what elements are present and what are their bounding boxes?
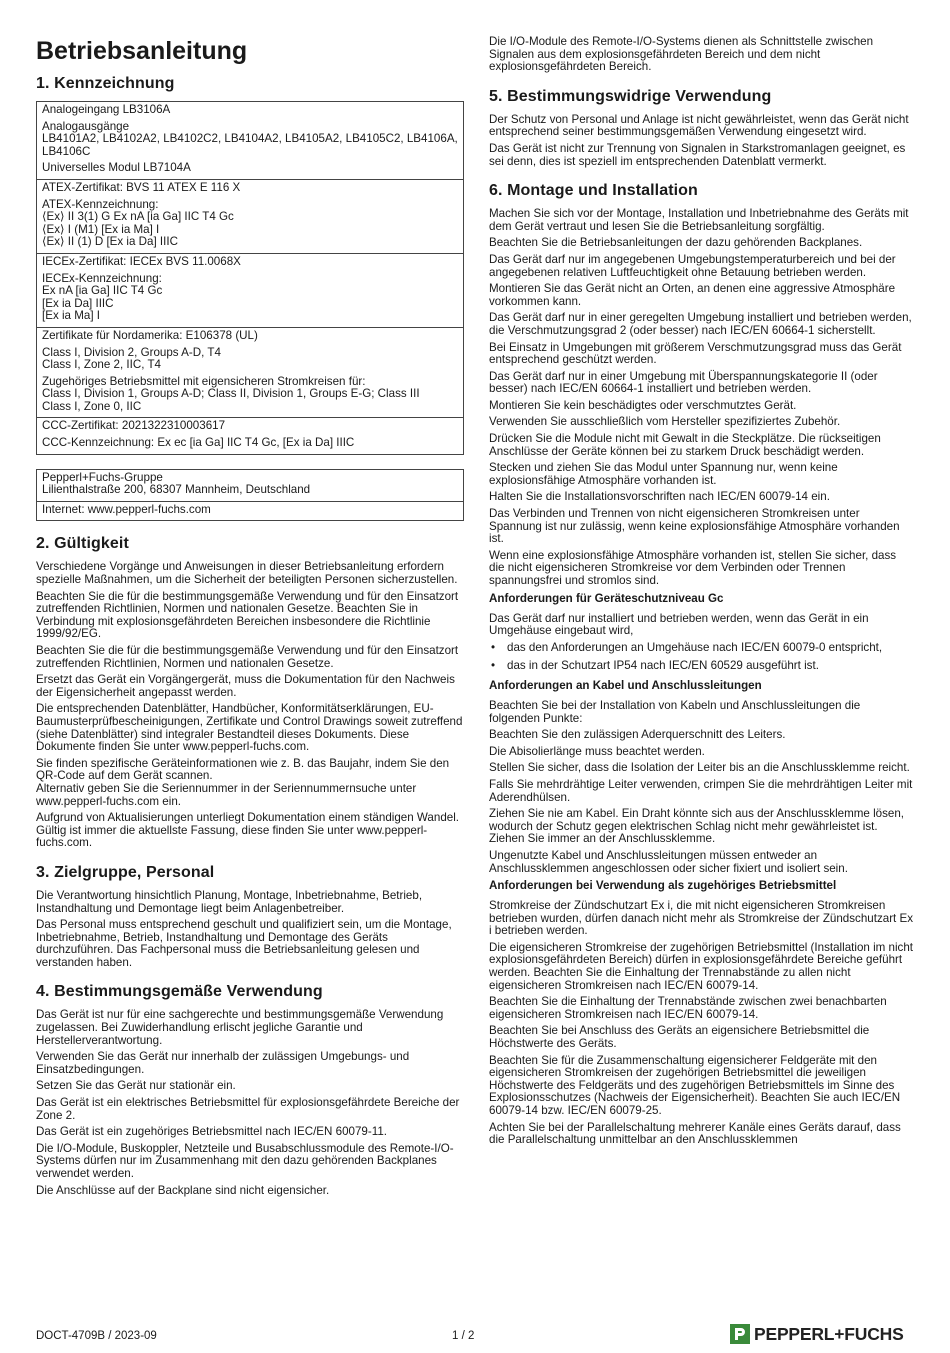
- table-text: ATEX-Zertifikat: BVS 11 ATEX E 116 X: [42, 180, 241, 194]
- atex-cell: [37, 180, 463, 254]
- paragraph: Stecken und ziehen Sie das Modul unter Spannung nur, wenn keine explosionsfähige Atmosphäre vorhanden ist.: [489, 461, 838, 487]
- brand-logo: [730, 1323, 904, 1345]
- ccc-cell: [37, 418, 463, 453]
- paragraph: Halten Sie die Installationsvorschriften nach IEC/EN 60079-14 ein.: [489, 490, 830, 504]
- brand-logo-text: PEPPERL+FUCHS: [754, 1323, 904, 1344]
- paragraph: Die Verantwortung hinsichtlich Planung, Montage, Inbetriebnahme, Betrieb, Instandhaltung und Demontage liegt beim Anlagenbetreiber.: [36, 888, 423, 915]
- paragraph: Ziehen Sie nie am Kabel. Ein Draht könnte sich aus der Anschlussklemme lösen, wodurch der Schutz gegen elektrischen Schlag nicht mehr gewährleistet ist. Ziehen Sie immer an der Anschlussklemme.: [489, 807, 905, 846]
- table-text: Universelles Modul LB7104A: [42, 161, 191, 175]
- identification-table: [36, 101, 464, 455]
- paragraph: Ungenutzte Kabel und Anschlussleitungen müssen entweder an Anschlussklemmen angeschlossen oder sicher fixiert und isoliert sein.: [489, 848, 848, 875]
- paragraph: Beachten Sie bei der Installation von Kabeln und Anschlussleitungen die folgenden Punkte:: [489, 698, 861, 725]
- paragraph: Verwenden Sie das Gerät nur innerhalb der zulässigen Umgebungs- und Einsatzbedingungen.: [36, 1050, 410, 1076]
- pf-logo-icon: [730, 1324, 750, 1344]
- paragraph: Beachten Sie die für die bestimmungsgemäße Verwendung und für den Einsatzort zutreffenden Richtlinien, Normen und nationalen Gesetze.: [36, 644, 459, 670]
- paragraph: Die eigensicheren Stromkreise der zugehörigen Betriebsmittel (Installation im nicht explosionsgefährdeten Bereich) dürfen in explosionsgefährdete Bereiche geführt werden. Beachten Sie die Einhaltung der Trennabstände zu allen nicht eigensicheren Stromkreisen nach IEC/EN 60079-14.: [489, 940, 914, 992]
- table-text: CCC-Kennzeichnung: Ex ec [ia Ga] IIC T4 Gc, [Ex ia Da] IIIC: [42, 436, 355, 450]
- paragraph: Das Gerät ist nur für eine sachgerechte und bestimmungsgemäße Verwendung zugelassen. Bei Zuwiderhandlung erlischt jegliche Garantie und Herstellerverantwortung.: [36, 1008, 444, 1047]
- paragraph: Machen Sie sich vor der Montage, Installation und Inbetriebnahme des Geräts mit dem Gerät vertraut und lesen Sie die Betriebsanleitung sorgfältig.: [489, 207, 909, 233]
- paragraph: Das Verbinden und Trennen von nicht eigensicheren Stromkreisen unter Spannung ist nur zulässig, wenn keine explosionsfähige Atmosphäre vorhanden ist.: [489, 507, 900, 546]
- section-2-heading: 2. Gültigkeit: [36, 535, 129, 553]
- paragraph: Aufgrund von Aktualisierungen unterliegt Dokumentation einem ständigen Wandel. Gültig ist immer die aktuellste Fassung, diese finden Sie unter www.pepperl-fuchs.com.: [36, 811, 460, 850]
- modules-cell: [37, 102, 463, 180]
- paragraph: Stromkreise der Zündschutzart Ex i, die mit nicht eigensicheren Stromkreisen betrieben wurden, dürfen danach nicht mehr als Stromkreise der Zündschutzart Ex i betrieben werden.: [489, 899, 914, 938]
- paragraph: Beachten Sie die Betriebsanleitungen der dazu gehörenden Backplanes.: [489, 236, 863, 250]
- right-column: [489, 36, 914, 1151]
- paragraph: Die Abisolierlänge muss beachtet werden.: [489, 744, 705, 758]
- paragraph: Beachten Sie den zulässigen Aderquerschnitt des Leiters.: [489, 728, 786, 742]
- table-text: Class I, Division 2, Groups A-D, T4 Class I, Zone 2, IIC, T4: [42, 345, 221, 372]
- paragraph: Die Anschlüsse auf der Backplane sind nicht eigensicher.: [36, 1183, 330, 1197]
- paragraph: Beachten Sie bei Anschluss des Geräts an eigensichere Betriebsmittel die Höchstwerte des Geräts.: [489, 1024, 870, 1051]
- paragraph: Stellen Sie sicher, dass die Isolation der Leiter bis an die Anschlussklemme reicht.: [489, 761, 910, 775]
- table-text: Pepperl+Fuchs-Gruppe Lilienthalstraße 200, 68307 Mannheim, Deutschland: [42, 470, 311, 497]
- paragraph: Die I/O-Module, Buskoppler, Netzteile und Busabschlussmodule des Remote-I/O-Systems dürfen nur im Zusammenhang mit den dazu gehörenden Backplanes verwendet werden.: [36, 1141, 454, 1180]
- table-text: Zugehöriges Betriebsmittel mit eigensicheren Stromkreisen für: Class I, Division 1, Groups A-D; Class II, Division 1, Groups E-G; Class III Class I, Zone 0, IIC: [42, 374, 420, 413]
- paragraph: Beachten Sie die für die bestimmungsgemäße Verwendung und für den Einsatzort zutreffenden Richtlinien, Normen und nationalen Gesetze. Beachten Sie in Verbindung mit explosionsgefährdeten Bereichen insbesondere die Richtlinie 1999/92/EG.: [36, 589, 459, 641]
- document-number: DOCT-4709B / 2023-09: [36, 1330, 157, 1342]
- paragraph: Falls Sie mehrdrähtige Leiter verwenden, crimpen Sie die mehrdrähtigen Leiter mit Aderendhülsen.: [489, 777, 913, 804]
- table-text: IECEx-Zertifikat: IECEx BVS 11.0068X: [42, 254, 241, 268]
- paragraph: Bei Einsatz in Umgebungen mit größerem Verschmutzungsgrad muss das Gerät entsprechend geschützt werden.: [489, 340, 902, 367]
- page-number: 1 / 2: [452, 1330, 475, 1342]
- gc-heading: Anforderungen für Geräteschutzniveau Gc: [489, 591, 724, 605]
- table-text: CCC-Zertifikat: 2021322310003617: [42, 419, 226, 433]
- section-4-heading: 4. Bestimmungsgemäße Verwendung: [36, 983, 323, 1001]
- paragraph: Das Gerät darf nur in einer geregelten Umgebung installiert und betrieben werden, die Verschmutzungsgrad 2 (oder besser) nach IEC/EN 60664-1 sicherstellt.: [489, 311, 912, 337]
- section-5-heading: 5. Bestimmungswidrige Verwendung: [489, 87, 772, 105]
- iecex-cell: [37, 254, 463, 328]
- paragraph: Die I/O-Module des Remote-I/O-Systems dienen als Schnittstelle zwischen Signalen aus dem explosionsgefährdeten Bereich und dem nicht explosionsgefährdeten Bereich.: [489, 35, 874, 74]
- paragraph: Das Gerät darf nur im angegebenen Umgebungstemperaturbereich und bei der angegebenen relativen Luftfeuchtigkeit ohne Betauung betrieben werden.: [489, 252, 896, 279]
- paragraph: Ersetzt das Gerät ein Vorgängergerät, muss die Dokumentation für den Nachweis der Eigensicherheit angepasst werden.: [36, 673, 455, 699]
- table-text: IECEx-Kennzeichnung: Ex nA [ia Ga] IIC T4 Gc [Ex ia Da] IIIC [Ex ia Ma] I: [42, 271, 163, 323]
- paragraph: Beachten Sie die Einhaltung der Trennabstände zwischen zwei benachbarten eigensicheren Stromkreisen nach IEC/EN 60079-14.: [489, 995, 887, 1021]
- associated-apparatus-heading: Anforderungen bei Verwendung als zugehöriges Betriebsmittel: [489, 879, 837, 893]
- paragraph: Das Personal muss entsprechend geschult und qualifiziert sein, um die Montage, Inbetriebnahme, Betrieb, Instandhaltung und Demontage des Geräts durchzuführen. Das Fachpersonal muss die Betriebsanleitung gelesen und verstanden haben.: [36, 918, 452, 969]
- section-3-heading: 3. Zielgruppe, Personal: [36, 863, 215, 881]
- paragraph: Wenn eine explosionsfähige Atmosphäre vorhanden ist, stellen Sie sicher, dass die nicht eigensicheren Stromkreise vor dem Verbinden oder Trennen spannungsfrei und stromlos sind.: [489, 548, 897, 587]
- table-text: Analogausgänge LB4101A2, LB4102A2, LB4102C2, LB4104A2, LB4105A2, LB4105C2, LB4106A, LB4106C: [42, 119, 458, 158]
- paragraph: Die entsprechenden Datenblätter, Handbücher, Konformitätserklärungen, EU-Baumusterprüfbescheinigungen, Zertifikate und Control Drawings soweit zutreffend (siehe Datenblätter) sind integraler Bestandteil dieses Dokuments. Diese Dokumente finden Sie unter www.pepperl-fuchs.com.: [36, 702, 463, 754]
- paragraph: Montieren Sie das Gerät nicht an Orten, an denen eine aggressive Atmosphäre vorkommen kann.: [489, 282, 896, 308]
- paragraph: Drücken Sie die Module nicht mit Gewalt in die Steckplätze. Die rückseitigen Anschlüsse der Geräte können bei zu starkem Druck beschädigt werden.: [489, 432, 881, 458]
- paragraph: Verwenden Sie ausschließlich vom Hersteller spezifiziertes Zubehör.: [489, 415, 841, 429]
- paragraph: Setzen Sie das Gerät nur stationär ein.: [36, 1079, 236, 1093]
- document-title: Betriebsanleitung: [36, 37, 248, 65]
- paragraph: Der Schutz von Personal und Anlage ist nicht gewährleistet, wenn das Gerät nicht entsprechend seiner bestimmungsgemäßen Verwendung eingesetzt wird.: [489, 112, 909, 139]
- internet-cell: [37, 502, 463, 521]
- table-text: ATEX-Kennzeichnung: ⟨Ex⟩ II 3(1) G Ex nA [ia Ga] IIC T4 Gc ⟨Ex⟩ I (M1) [Ex ia Ma] I ⟨Ex⟩ II (1) D [Ex ia Da] IIIC: [42, 197, 234, 249]
- section-1-heading: 1. Kennzeichnung: [36, 75, 175, 92]
- list-item: • das in der Schutzart IP54 nach IEC/EN 60529 ausgeführt ist.: [489, 660, 914, 673]
- paragraph: Achten Sie bei der Parallelschaltung mehrerer Kanäle eines Geräts darauf, dass die Parallelschaltung unmittelbar an den Anschlussklemmen: [489, 1120, 901, 1147]
- north-america-cell: [37, 328, 463, 419]
- table-text: Analogeingang LB3106A: [42, 103, 171, 116]
- table-text: Internet: www.pepperl-fuchs.com: [42, 502, 211, 516]
- paragraph: Das Gerät ist ein zugehöriges Betriebsmittel nach IEC/EN 60079-11.: [36, 1125, 387, 1139]
- manufacturer-table: [36, 469, 464, 522]
- paragraph: Das Gerät ist ein elektrisches Betriebsmittel für explosionsgefährdete Bereiche der Zone 2.: [36, 1096, 460, 1122]
- paragraph: Das Gerät ist nicht zur Trennung von Signalen in Starkstromanlagen geeignet, es sei denn, dies ist speziell im entsprechenden Datenblatt vermerkt.: [489, 141, 906, 168]
- gc-bullet-list: [489, 642, 914, 673]
- paragraph: Verschiedene Vorgänge und Anweisungen in dieser Betriebsanleitung erfordern spezielle Maßnahmen, um die Sicherheit der beteiligten Personen sicherzustellen.: [36, 560, 458, 587]
- address-cell: [37, 470, 463, 502]
- paragraph: Sie finden spezifische Geräteinformationen wie z. B. das Baujahr, indem Sie den QR-Code auf dem Gerät scannen. Alternativ geben Sie die Seriennummer in der Seriennummernsuche unter www.pepperl-fuchs.com ein.: [36, 756, 450, 808]
- table-text: Zertifikate für Nordamerika: E106378 (UL): [42, 328, 258, 342]
- paragraph: Montieren Sie kein beschädigtes oder verschmutztes Gerät.: [489, 398, 797, 412]
- left-column: [36, 36, 464, 1201]
- paragraph: Beachten Sie für die Zusammenschaltung eigensicherer Feldgeräte mit den eigensicheren Stromkreisen der zugehörigen Betriebsmittel die jeweiligen Höchstwerte des Feldgeräts und des zugehörigen Betriebsmittels im Sinne des Explosionsschutzes (Nachweis der Eigensicherheit). Beachten Sie auch IEC/EN 60079-14 bzw. IEC/EN 60079-25.: [489, 1053, 901, 1117]
- list-item: • das den Anforderungen an Umgehäuse nach IEC/EN 60079-0 entspricht,: [489, 642, 914, 655]
- paragraph: Das Gerät darf nur installiert und betrieben werden, wenn das Gerät in ein Umgehäuse eingebaut wird,: [489, 611, 869, 638]
- section-6-heading: 6. Montage und Installation: [489, 182, 698, 200]
- paragraph: Das Gerät darf nur in einer Umgebung mit Überspannungskategorie II (oder besser) nach IEC/EN 60664-1 installiert und betrieben werden.: [489, 369, 878, 396]
- cable-heading: Anforderungen an Kabel und Anschlussleitungen: [489, 678, 762, 692]
